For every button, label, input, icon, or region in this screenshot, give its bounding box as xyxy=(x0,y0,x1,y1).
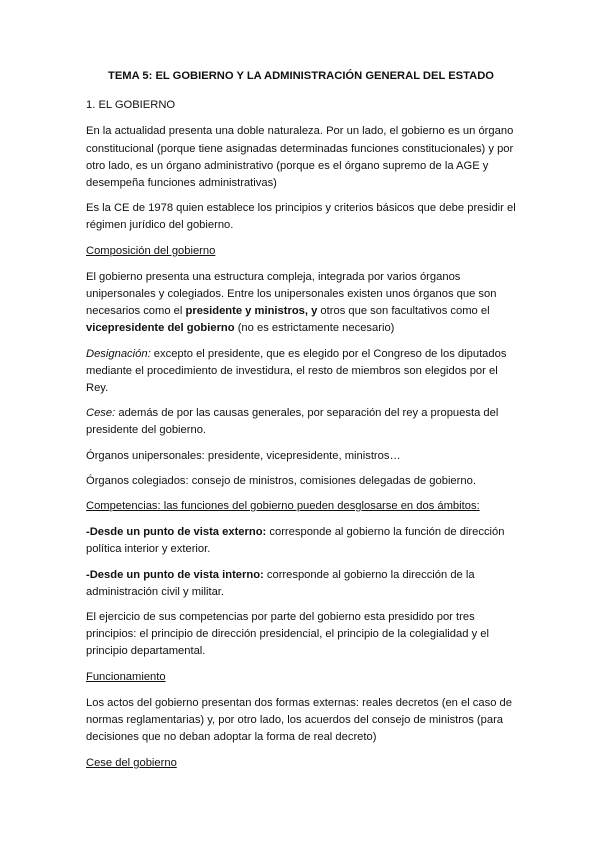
cese-label: Cese: xyxy=(86,407,116,420)
interno-label: -Desde un punto de vista interno: xyxy=(86,568,264,581)
estructura-text-1: El gobierno presenta una estructura compleja, integrada por varios órganos unipersonales y colegiados. Entre los unipersonales existen unos órganos que son necesarios como el xyxy=(86,270,497,318)
estructura-text-2: otros que son facultativos como el xyxy=(317,305,490,318)
heading-competencias: Competencias: las funciones del gobierno pueden desglosarse en dos ámbitos: xyxy=(86,500,480,513)
heading-composicion: Composición del gobierno xyxy=(86,244,216,257)
document-title: TEMA 5: EL GOBIERNO Y LA ADMINISTRACIÓN GENERAL DEL ESTADO xyxy=(108,70,494,82)
designacion-text: excepto el presidente, que es elegido por el Congreso de los diputados mediante el procedimiento de investidura, el resto de miembros son elegidos por el Rey. xyxy=(86,347,507,395)
paragraph-organos-unipersonales: Órganos unipersonales: presidente, vicepresidente, ministros… xyxy=(86,449,401,462)
cese-text: además de por las causas generales, por separación del rey a propuesta del presidente del gobierno. xyxy=(86,407,499,437)
estructura-bold-presidente: presidente y ministros, y xyxy=(185,305,318,318)
paragraph-punto-interno xyxy=(86,567,516,601)
paragraph-designacion xyxy=(86,346,516,398)
externo-text: corresponde al gobierno la función de dirección política interior y exterior. xyxy=(86,526,505,556)
paragraph-ce-1978: Es la CE de 1978 quien establece los principios y criterios básicos que debe presidir el régimen jurídico del gobierno. xyxy=(86,202,516,232)
paragraph-funcionamiento: Los actos del gobierno presentan dos formas externas: reales decretos (en el caso de normas reglamentarias) y, por otro lado, los acuerdos del consejo de ministros (para decisiones que no deban adoptar la forma de real decreto) xyxy=(86,696,512,744)
paragraph-organos-colegiados: Órganos colegiados: consejo de ministros, comisiones delegadas de gobierno. xyxy=(86,474,476,487)
heading-funcionamiento: Funcionamiento xyxy=(86,670,166,683)
paragraph-principios: El ejercicio de sus competencias por parte del gobierno esta presidido por tres principios: el principio de dirección presidencial, el principio de la colegialidad y el principio departamental. xyxy=(86,611,489,658)
heading-cese-gobierno: Cese del gobierno xyxy=(86,756,177,769)
paragraph-punto-externo xyxy=(86,524,516,558)
designacion-label: Designación: xyxy=(86,347,151,360)
estructura-text-3: (no es estrictamente necesario) xyxy=(234,322,395,335)
interno-text: corresponde al gobierno la dirección de la administración civil y militar. xyxy=(86,568,475,598)
paragraph-estructura xyxy=(86,269,516,338)
externo-label: -Desde un punto de vista externo: xyxy=(86,526,267,539)
paragraph-cese xyxy=(86,405,516,439)
paragraph-naturaleza: En la actualidad presenta una doble naturaleza. Por un lado, el gobierno es un órgano constitucional (porque tiene asignadas determinadas funciones constitucionales) y por otro lado, es un órgano administrativo (porque es el órgano supremo de la AGE y desempeña funciones administrativas) xyxy=(86,125,514,190)
estructura-bold-vicepresidente: vicepresidente del gobierno xyxy=(86,322,235,335)
section-heading-gobierno: 1. EL GOBIERNO xyxy=(86,99,176,112)
document-page xyxy=(86,68,516,781)
